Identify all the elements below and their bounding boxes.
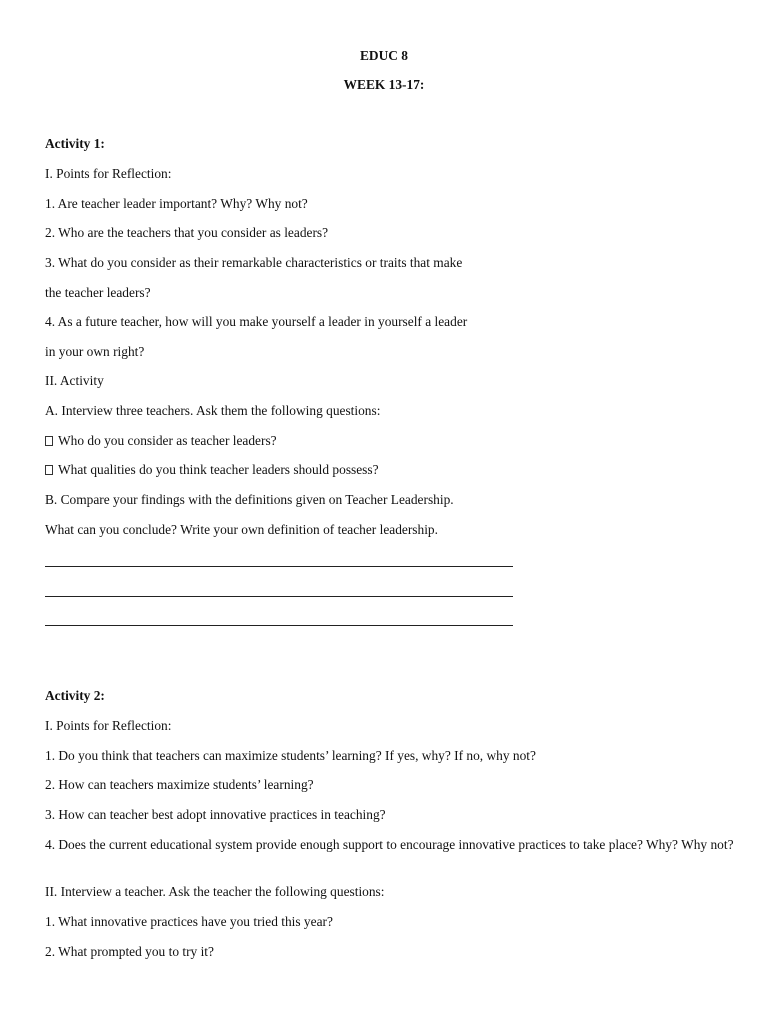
bullet-box-icon (45, 465, 53, 475)
activity-1-title: Activity 1: (45, 136, 105, 151)
answer-line-1 (45, 566, 513, 567)
activity-1-bullet-2 (45, 462, 379, 478)
answer-line-3 (45, 625, 513, 626)
activity-1-reflection-heading: I. Points for Reflection: (45, 166, 172, 181)
activity-2-interview-heading: II. Interview a teacher. Ask the teacher the following questions: (45, 884, 385, 899)
activity-2-question-1: 1. Do you think that teachers can maximize students’ learning? If yes, why? If no, why not? (45, 748, 536, 763)
week-title: WEEK 13-17: (343, 77, 425, 92)
activity-2-interview-question-1: 1. What innovative practices have you tried this year? (45, 914, 333, 929)
activity-1-question-4-line-2: in your own right? (45, 344, 145, 359)
activity-2-reflection-heading: I. Points for Reflection: (45, 718, 172, 733)
activity-2-question-4: 4. Does the current educational system provide enough support to encourage innovative practices to take place? Why? Why not? (45, 837, 734, 852)
course-title: EDUC 8 (360, 48, 408, 63)
activity-2-interview-question-2: 2. What prompted you to try it? (45, 944, 214, 959)
activity-1-question-2: 2. Who are the teachers that you consider as leaders? (45, 225, 329, 240)
bullet-box-icon (45, 436, 53, 446)
activity-1-activity-heading: II. Activity (45, 373, 104, 388)
activity-2-title: Activity 2: (45, 688, 105, 703)
answer-line-2 (45, 596, 513, 597)
activity-1-question-3-line-2: the teacher leaders? (45, 285, 151, 300)
activity-1-instruction-a: A. Interview three teachers. Ask them the following questions: (45, 403, 381, 418)
activity-1-question-3-line-1: 3. What do you consider as their remarkable characteristics or traits that make (45, 255, 463, 270)
activity-2-question-3: 3. How can teacher best adopt innovative practices in teaching? (45, 807, 386, 822)
activity-1-question-4-line-1: 4. As a future teacher, how will you make yourself a leader in yourself a leader (45, 314, 468, 329)
activity-2-question-2: 2. How can teachers maximize students’ learning? (45, 777, 314, 792)
activity-1-instruction-b: B. Compare your findings with the definitions given on Teacher Leadership. (45, 492, 454, 507)
activity-1-instruction-b-line-2: What can you conclude? Write your own definition of teacher leadership. (45, 522, 438, 537)
bullet-2-text: What qualities do you think teacher leaders should possess? (58, 462, 379, 477)
activity-1-bullet-1 (45, 433, 277, 449)
bullet-1-text: Who do you consider as teacher leaders? (58, 433, 277, 448)
activity-1-question-1: 1. Are teacher leader important? Why? Why not? (45, 196, 308, 211)
